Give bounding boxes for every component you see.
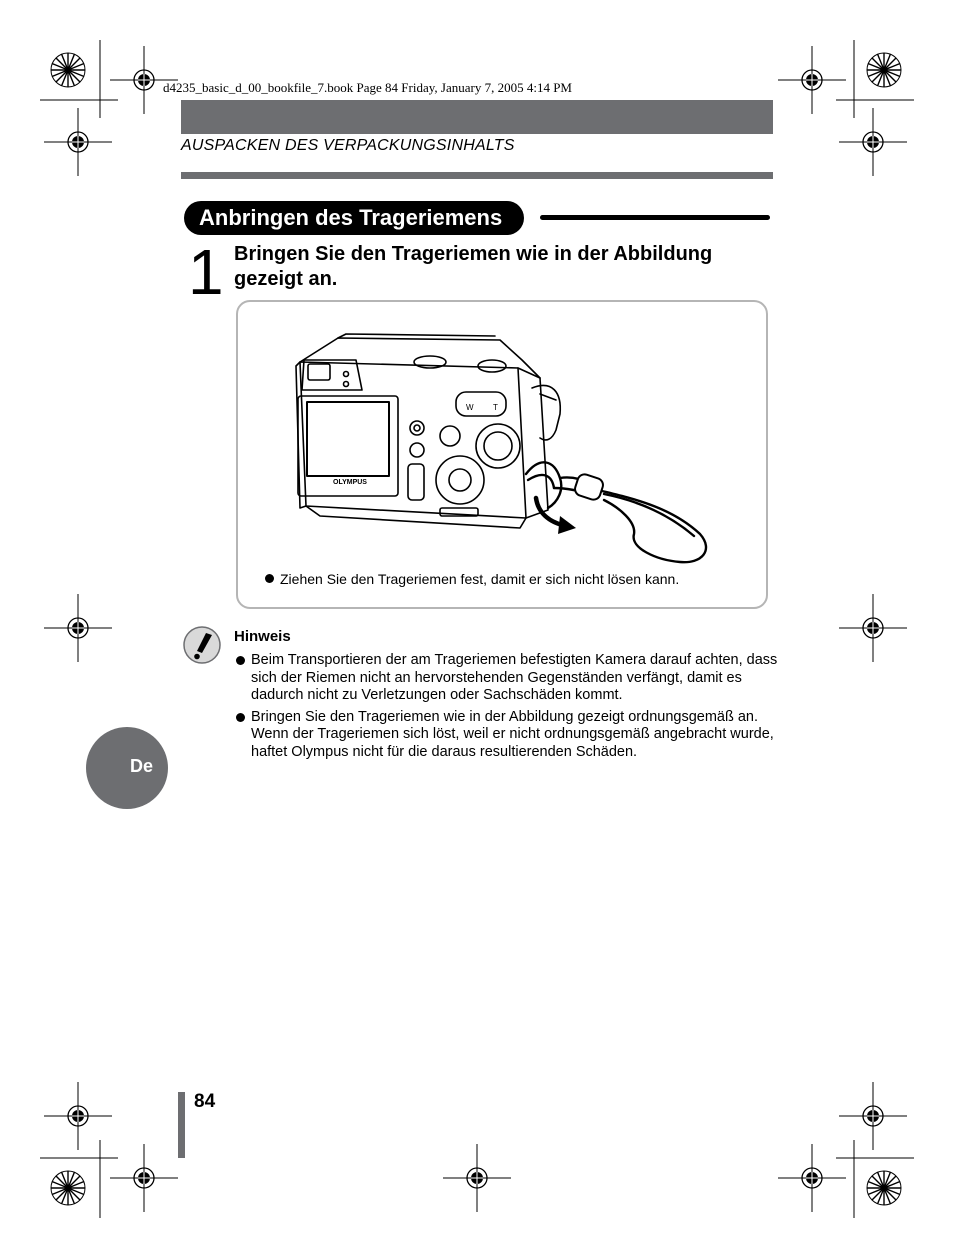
- step-instruction: Bringen Sie den Trageriemen wie in der Abbildung gezeigt an.: [234, 243, 713, 290]
- note-list: [234, 652, 779, 765]
- section-title: Anbringen des Trageriemens: [184, 201, 524, 235]
- svg-text:T: T: [493, 403, 498, 412]
- camera-brand: OLYMPUS: [333, 479, 367, 486]
- header-bar: [181, 100, 773, 134]
- camera-strap-illustration: [290, 330, 720, 570]
- svg-text:W: W: [466, 403, 474, 412]
- language-tab-label: De: [130, 756, 154, 776]
- section-title-rule: [540, 215, 770, 220]
- chapter-title: AUSPACKEN DES VERPACKUNGSINHALTS: [181, 137, 515, 154]
- step-number: 1: [188, 236, 224, 308]
- page-number-bar: [178, 1092, 185, 1158]
- bullet-icon: [236, 656, 245, 665]
- note-item-text: Bringen Sie den Trageriemen wie in der Abbildung gezeigt ordnungsgemäß an. Wenn der Trageriemen sich löst, weil er nicht ordnungsgemäß angebracht wurde, haftet Olympus nicht für die daraus resultierenden Schäden.: [251, 708, 774, 760]
- bullet-icon: [236, 713, 245, 722]
- print-job-header: d4235_basic_d_00_bookfile_7.book Page 84 Friday, January 7, 2005 4:14 PM: [163, 80, 572, 95]
- figure-note-text: Ziehen Sie den Trageriemen fest, damit er sich nicht lösen kann.: [280, 571, 680, 587]
- warning-pencil-icon: [182, 625, 222, 665]
- list-item: [234, 709, 779, 762]
- header-rule: [181, 172, 773, 179]
- page-number: 84: [194, 1091, 216, 1112]
- note-item-text: Beim Transportieren der am Trageriemen befestigten Kamera darauf achten, dass sich der Riemen nicht an hervorstehenden Gegenständen verfängt, damit es dadurch nicht zu Verletzungen oder Sachschäden kommt.: [251, 652, 778, 703]
- list-item: [234, 652, 779, 705]
- language-tab: [86, 727, 168, 809]
- figure-note: [265, 571, 679, 587]
- bullet-icon: [265, 574, 274, 583]
- note-title: Hinweis: [234, 628, 291, 645]
